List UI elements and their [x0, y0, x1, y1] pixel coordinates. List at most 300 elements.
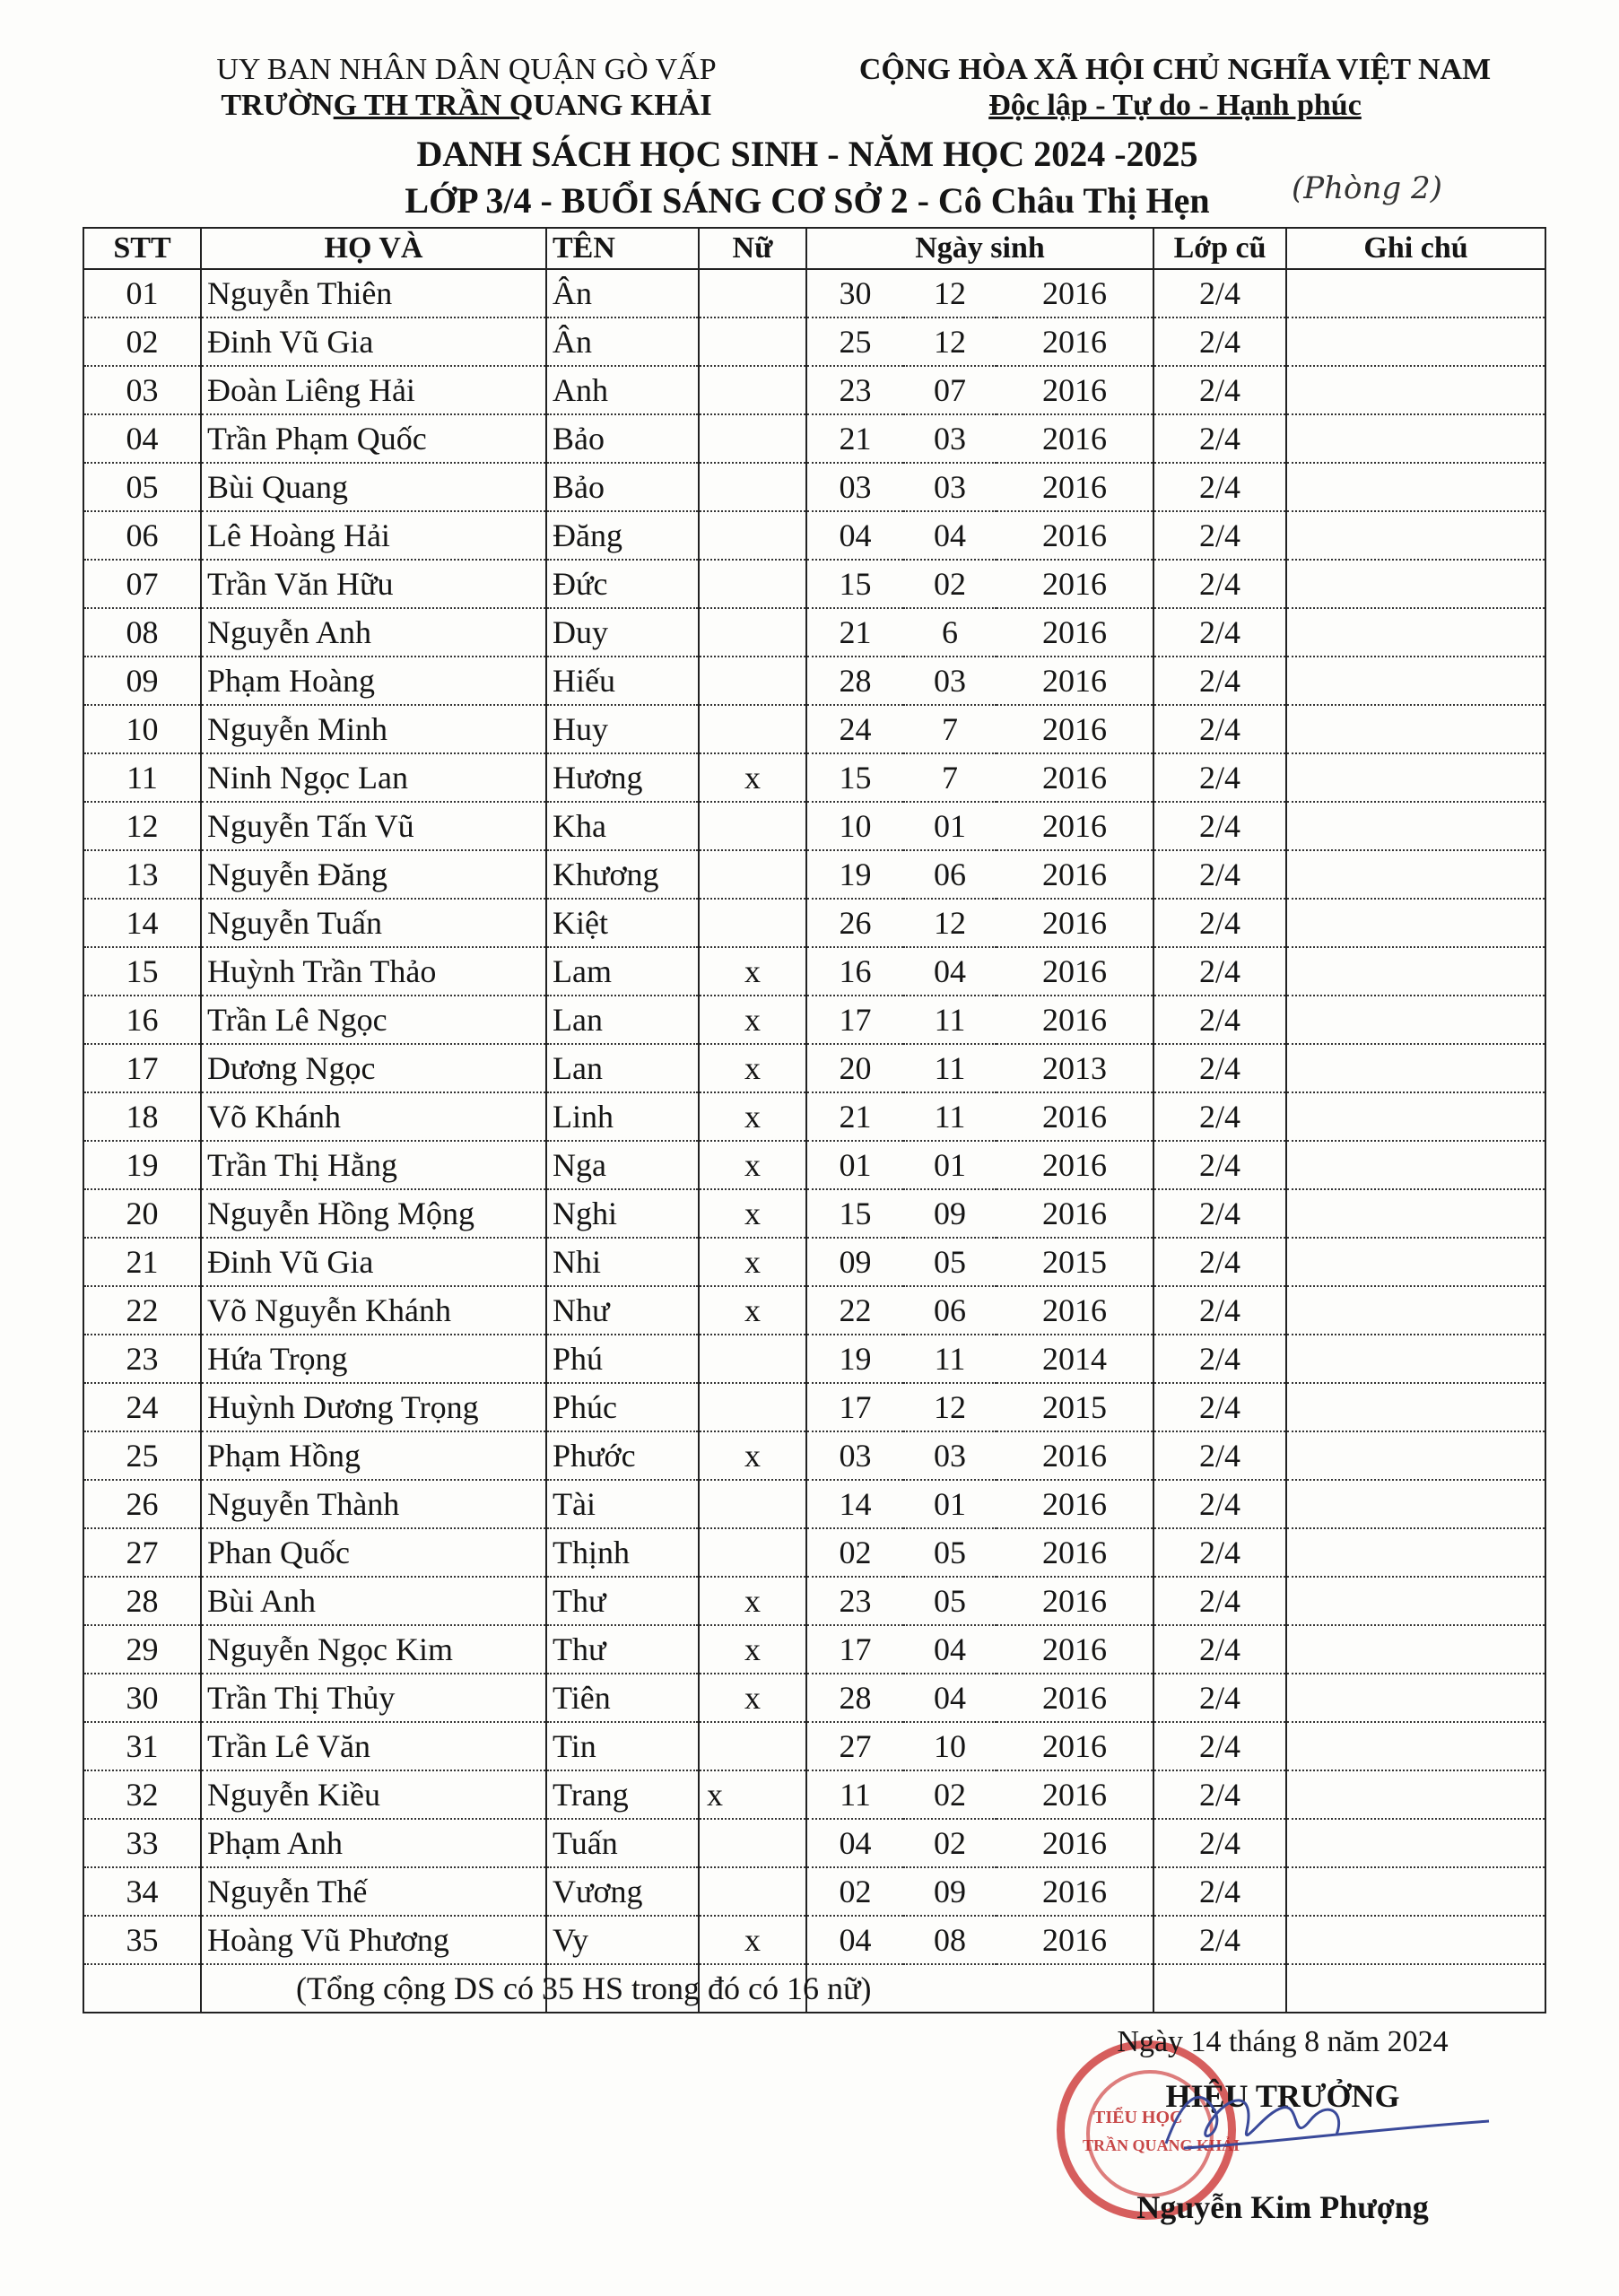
- cell-birth-day: 17: [806, 1625, 903, 1674]
- cell-lop-cu: 2/4: [1153, 1286, 1286, 1335]
- cell-ghi-chu: [1286, 657, 1545, 705]
- cell-birth-day: 10: [806, 802, 903, 850]
- cell-ho: Nguyễn Thế: [201, 1867, 546, 1916]
- cell-ho: Dương Ngọc: [201, 1044, 546, 1092]
- empty-cell: [903, 1964, 997, 2013]
- cell-nu: x: [699, 1916, 806, 1964]
- cell-birth-year: 2013: [997, 1044, 1153, 1092]
- cell-stt: 16: [83, 996, 201, 1044]
- cell-birth-month: 11: [903, 996, 997, 1044]
- cell-ten: Tiên: [546, 1674, 699, 1722]
- cell-lop-cu: 2/4: [1153, 1189, 1286, 1238]
- cell-stt: 05: [83, 463, 201, 511]
- cell-stt: 23: [83, 1335, 201, 1383]
- cell-nu: [699, 560, 806, 608]
- table-row: [83, 511, 1545, 560]
- cell-ghi-chu: [1286, 1867, 1545, 1916]
- header-ho: HỌ VÀ: [201, 228, 546, 269]
- cell-ten: Nga: [546, 1141, 699, 1189]
- table-row: [83, 1722, 1545, 1770]
- cell-nu: [699, 1528, 806, 1577]
- cell-birth-day: 26: [806, 899, 903, 947]
- cell-ten: Ân: [546, 317, 699, 366]
- cell-birth-year: 2014: [997, 1335, 1153, 1383]
- cell-birth-year: 2016: [997, 1867, 1153, 1916]
- table-row: [83, 1480, 1545, 1528]
- cell-stt: 03: [83, 366, 201, 414]
- cell-birth-year: 2016: [997, 753, 1153, 802]
- cell-birth-month: 11: [903, 1092, 997, 1141]
- cell-stt: 09: [83, 657, 201, 705]
- table-header-row: [83, 228, 1545, 269]
- roster-body: [83, 269, 1545, 2013]
- cell-birth-day: 21: [806, 414, 903, 463]
- cell-birth-month: 03: [903, 1431, 997, 1480]
- cell-lop-cu: 2/4: [1153, 511, 1286, 560]
- cell-birth-day: 24: [806, 705, 903, 753]
- cell-birth-year: 2016: [997, 1092, 1153, 1141]
- cell-birth-day: 14: [806, 1480, 903, 1528]
- cell-ho: Phan Quốc: [201, 1528, 546, 1577]
- cell-birth-month: 05: [903, 1577, 997, 1625]
- cell-nu: x: [699, 1189, 806, 1238]
- cell-ten: Bảo: [546, 463, 699, 511]
- cell-ten: Ân: [546, 269, 699, 317]
- cell-birth-day: 27: [806, 1722, 903, 1770]
- cell-birth-day: 21: [806, 1092, 903, 1141]
- cell-stt: 06: [83, 511, 201, 560]
- cell-stt: 13: [83, 850, 201, 899]
- table-row: [83, 269, 1545, 317]
- cell-nu: [699, 463, 806, 511]
- header-stt: STT: [83, 228, 201, 269]
- cell-ghi-chu: [1286, 947, 1545, 996]
- table-row: [83, 1625, 1545, 1674]
- title-block: [269, 131, 1345, 224]
- cell-birth-year: 2016: [997, 560, 1153, 608]
- cell-lop-cu: 2/4: [1153, 947, 1286, 996]
- cell-ghi-chu: [1286, 1819, 1545, 1867]
- sign-date: Ngày 14 tháng 8 năm 2024: [1117, 2025, 1449, 2058]
- cell-stt: 21: [83, 1238, 201, 1286]
- cell-ten: Lam: [546, 947, 699, 996]
- cell-lop-cu: 2/4: [1153, 1722, 1286, 1770]
- cell-ho: Phạm Hoàng: [201, 657, 546, 705]
- cell-stt: 35: [83, 1916, 201, 1964]
- cell-nu: x: [699, 753, 806, 802]
- cell-birth-month: 09: [903, 1189, 997, 1238]
- cell-birth-month: 04: [903, 1625, 997, 1674]
- cell-birth-month: 08: [903, 1916, 997, 1964]
- cell-nu: [699, 657, 806, 705]
- cell-lop-cu: 2/4: [1153, 1916, 1286, 1964]
- cell-ghi-chu: [1286, 1238, 1545, 1286]
- cell-lop-cu: 2/4: [1153, 1867, 1286, 1916]
- cell-ho: Phạm Hồng: [201, 1431, 546, 1480]
- cell-birth-day: 19: [806, 1335, 903, 1383]
- cell-ho: Trần Thị Thủy: [201, 1674, 546, 1722]
- cell-lop-cu: 2/4: [1153, 366, 1286, 414]
- cell-ho: Nguyễn Tuấn: [201, 899, 546, 947]
- cell-ghi-chu: [1286, 414, 1545, 463]
- cell-ten: Lan: [546, 996, 699, 1044]
- cell-ghi-chu: [1286, 1916, 1545, 1964]
- cell-birth-month: 12: [903, 269, 997, 317]
- cell-stt: 01: [83, 269, 201, 317]
- cell-birth-month: 01: [903, 1141, 997, 1189]
- cell-ho: Nguyễn Thiên: [201, 269, 546, 317]
- district-committee: UY BAN NHÂN DÂN QUẬN GÒ VẤP: [216, 53, 717, 86]
- cell-birth-month: 04: [903, 511, 997, 560]
- cell-nu: [699, 705, 806, 753]
- cell-ten: Thịnh: [546, 1528, 699, 1577]
- cell-stt: 27: [83, 1528, 201, 1577]
- table-row: [83, 463, 1545, 511]
- table-row: [83, 1819, 1545, 1867]
- cell-ghi-chu: [1286, 1335, 1545, 1383]
- table-row: [83, 947, 1545, 996]
- cell-ten: Huy: [546, 705, 699, 753]
- header-lop-cu: Lớp cũ: [1153, 228, 1286, 269]
- cell-birth-year: 2016: [997, 366, 1153, 414]
- cell-nu: [699, 511, 806, 560]
- table-row: [83, 657, 1545, 705]
- cell-birth-year: 2016: [997, 802, 1153, 850]
- cell-lop-cu: 2/4: [1153, 1480, 1286, 1528]
- cell-stt: 18: [83, 1092, 201, 1141]
- cell-ghi-chu: [1286, 705, 1545, 753]
- cell-ho: Bùi Anh: [201, 1577, 546, 1625]
- cell-birth-year: 2016: [997, 1819, 1153, 1867]
- cell-ghi-chu: [1286, 1141, 1545, 1189]
- cell-birth-day: 04: [806, 511, 903, 560]
- cell-stt: 17: [83, 1044, 201, 1092]
- cell-birth-month: 02: [903, 560, 997, 608]
- cell-birth-month: 05: [903, 1238, 997, 1286]
- cell-ten: Hương: [546, 753, 699, 802]
- cell-ho: Võ Nguyễn Khánh: [201, 1286, 546, 1335]
- cell-ten: Khương: [546, 850, 699, 899]
- cell-birth-year: 2016: [997, 269, 1153, 317]
- cell-ghi-chu: [1286, 753, 1545, 802]
- cell-birth-day: 21: [806, 608, 903, 657]
- cell-lop-cu: 2/4: [1153, 317, 1286, 366]
- cell-lop-cu: 2/4: [1153, 850, 1286, 899]
- cell-birth-year: 2015: [997, 1383, 1153, 1431]
- cell-ten: Kha: [546, 802, 699, 850]
- cell-stt: 11: [83, 753, 201, 802]
- table-row: [83, 1286, 1545, 1335]
- cell-birth-year: 2016: [997, 1770, 1153, 1819]
- cell-ghi-chu: [1286, 1722, 1545, 1770]
- cell-lop-cu: 2/4: [1153, 1577, 1286, 1625]
- cell-birth-year: 2016: [997, 1674, 1153, 1722]
- cell-ten: Kiệt: [546, 899, 699, 947]
- table-row: [83, 1867, 1545, 1916]
- cell-ho: Hoàng Vũ Phương: [201, 1916, 546, 1964]
- cell-birth-year: 2016: [997, 705, 1153, 753]
- cell-birth-day: 30: [806, 269, 903, 317]
- cell-nu: x: [699, 1044, 806, 1092]
- cell-birth-month: 03: [903, 657, 997, 705]
- student-roster-table: [83, 227, 1546, 2013]
- cell-nu: [699, 1867, 806, 1916]
- table-row: [83, 899, 1545, 947]
- cell-ten: Lan: [546, 1044, 699, 1092]
- cell-lop-cu: 2/4: [1153, 1528, 1286, 1577]
- cell-ghi-chu: [1286, 1625, 1545, 1674]
- cell-birth-year: 2016: [997, 414, 1153, 463]
- cell-ho: Trần Lê Văn: [201, 1722, 546, 1770]
- cell-ten: Linh: [546, 1092, 699, 1141]
- cell-ghi-chu: [1286, 899, 1545, 947]
- cell-ten: Bảo: [546, 414, 699, 463]
- cell-lop-cu: 2/4: [1153, 1141, 1286, 1189]
- document-title: DANH SÁCH HỌC SINH - NĂM HỌC 2024 -2025: [416, 134, 1198, 174]
- cell-ten: Vương: [546, 1867, 699, 1916]
- cell-ghi-chu: [1286, 317, 1545, 366]
- cell-ghi-chu: [1286, 463, 1545, 511]
- cell-nu: [699, 608, 806, 657]
- table-row: [83, 753, 1545, 802]
- table-row: [83, 1383, 1545, 1431]
- cell-birth-month: 01: [903, 1480, 997, 1528]
- table-row: [83, 802, 1545, 850]
- cell-birth-month: 07: [903, 366, 997, 414]
- cell-ten: Tài: [546, 1480, 699, 1528]
- cell-stt: 33: [83, 1819, 201, 1867]
- cell-ho: Ninh Ngọc Lan: [201, 753, 546, 802]
- cell-ghi-chu: [1286, 366, 1545, 414]
- cell-lop-cu: 2/4: [1153, 463, 1286, 511]
- cell-birth-month: 6: [903, 608, 997, 657]
- cell-ho: Nguyễn Hồng Mộng: [201, 1189, 546, 1238]
- cell-ghi-chu: [1286, 1770, 1545, 1819]
- cell-birth-month: 7: [903, 705, 997, 753]
- class-subtitle: LỚP 3/4 - BUỔI SÁNG CƠ SỞ 2 - Cô Châu Thị Hẹn: [405, 180, 1210, 221]
- cell-birth-year: 2016: [997, 850, 1153, 899]
- cell-nu: x: [699, 1092, 806, 1141]
- cell-birth-day: 17: [806, 996, 903, 1044]
- cell-ho: Đinh Vũ Gia: [201, 317, 546, 366]
- table-row: [83, 1916, 1545, 1964]
- header-ngay-sinh: Ngày sinh: [806, 228, 1153, 269]
- cell-stt: 14: [83, 899, 201, 947]
- cell-ho: Trần Văn Hữu: [201, 560, 546, 608]
- empty-cell: [997, 1964, 1153, 2013]
- cell-lop-cu: 2/4: [1153, 414, 1286, 463]
- cell-stt: 15: [83, 947, 201, 996]
- principal-title: HIỆU TRƯỞNG: [1165, 2078, 1400, 2114]
- cell-lop-cu: 2/4: [1153, 269, 1286, 317]
- table-row: [83, 1577, 1545, 1625]
- cell-ho: Trần Thị Hằng: [201, 1141, 546, 1189]
- cell-birth-year: 2016: [997, 1722, 1153, 1770]
- cell-birth-day: 23: [806, 1577, 903, 1625]
- cell-birth-year: 2016: [997, 511, 1153, 560]
- cell-birth-year: 2016: [997, 1625, 1153, 1674]
- school-name: [152, 88, 780, 124]
- cell-birth-month: 11: [903, 1044, 997, 1092]
- cell-birth-month: 12: [903, 899, 997, 947]
- cell-birth-year: 2016: [997, 317, 1153, 366]
- cell-ghi-chu: [1286, 1383, 1545, 1431]
- cell-birth-day: 15: [806, 560, 903, 608]
- cell-ghi-chu: [1286, 1431, 1545, 1480]
- cell-birth-month: 01: [903, 802, 997, 850]
- handwritten-signature: [1130, 2058, 1507, 2175]
- school-name-underlined: G TH TRẦN Q: [333, 89, 534, 122]
- cell-birth-year: 2016: [997, 1431, 1153, 1480]
- cell-nu: [699, 414, 806, 463]
- cell-birth-month: 03: [903, 463, 997, 511]
- cell-birth-day: 04: [806, 1916, 903, 1964]
- cell-lop-cu: 2/4: [1153, 996, 1286, 1044]
- cell-lop-cu: 2/4: [1153, 753, 1286, 802]
- table-row: [83, 560, 1545, 608]
- cell-stt: 29: [83, 1625, 201, 1674]
- table-row: [83, 705, 1545, 753]
- cell-lop-cu: 2/4: [1153, 1674, 1286, 1722]
- cell-ten: Thư: [546, 1577, 699, 1625]
- table-row: [83, 1044, 1545, 1092]
- cell-nu: [699, 802, 806, 850]
- cell-lop-cu: 2/4: [1153, 1335, 1286, 1383]
- cell-birth-day: 25: [806, 317, 903, 366]
- cell-lop-cu: 2/4: [1153, 1625, 1286, 1674]
- cell-ho: Nguyễn Ngọc Kim: [201, 1625, 546, 1674]
- cell-lop-cu: 2/4: [1153, 705, 1286, 753]
- cell-lop-cu: 2/4: [1153, 802, 1286, 850]
- cell-nu: x: [699, 1770, 806, 1819]
- cell-nu: x: [699, 996, 806, 1044]
- cell-nu: [699, 1480, 806, 1528]
- cell-birth-year: 2016: [997, 996, 1153, 1044]
- empty-cell: [1286, 1964, 1545, 2013]
- cell-ho: Nguyễn Minh: [201, 705, 546, 753]
- cell-ho: Trần Phạm Quốc: [201, 414, 546, 463]
- table-row: [83, 1528, 1545, 1577]
- cell-birth-day: 28: [806, 657, 903, 705]
- cell-birth-day: 11: [806, 1770, 903, 1819]
- cell-nu: x: [699, 1141, 806, 1189]
- cell-ghi-chu: [1286, 1189, 1545, 1238]
- cell-lop-cu: 2/4: [1153, 1819, 1286, 1867]
- cell-birth-day: 02: [806, 1867, 903, 1916]
- cell-ho: Nguyễn Anh: [201, 608, 546, 657]
- cell-ghi-chu: [1286, 996, 1545, 1044]
- cell-stt: 20: [83, 1189, 201, 1238]
- table-row: [83, 1141, 1545, 1189]
- cell-nu: [699, 1383, 806, 1431]
- cell-stt: 28: [83, 1577, 201, 1625]
- cell-ho: Lê Hoàng Hải: [201, 511, 546, 560]
- cell-birth-year: 2016: [997, 1286, 1153, 1335]
- cell-lop-cu: 2/4: [1153, 1431, 1286, 1480]
- handwritten-room-note: (Phòng 2): [1292, 170, 1442, 206]
- cell-ho: Huỳnh Dương Trọng: [201, 1383, 546, 1431]
- cell-birth-year: 2016: [997, 608, 1153, 657]
- cell-nu: [699, 269, 806, 317]
- cell-ghi-chu: [1286, 850, 1545, 899]
- table-row: [83, 608, 1545, 657]
- cell-ghi-chu: [1286, 608, 1545, 657]
- empty-cell: [1153, 1964, 1286, 2013]
- cell-stt: 25: [83, 1431, 201, 1480]
- cell-stt: 34: [83, 1867, 201, 1916]
- cell-birth-month: 7: [903, 753, 997, 802]
- cell-stt: 19: [83, 1141, 201, 1189]
- cell-birth-day: 15: [806, 1189, 903, 1238]
- cell-birth-month: 09: [903, 1867, 997, 1916]
- stamp-text-line1: TIỂU HỌC: [1093, 2108, 1183, 2127]
- cell-birth-year: 2016: [997, 657, 1153, 705]
- cell-ho: Võ Khánh: [201, 1092, 546, 1141]
- cell-stt: 08: [83, 608, 201, 657]
- cell-birth-year: 2016: [997, 1577, 1153, 1625]
- cell-ten: Nhi: [546, 1238, 699, 1286]
- cell-nu: x: [699, 1577, 806, 1625]
- cell-nu: [699, 1335, 806, 1383]
- cell-ho: Nguyễn Thành: [201, 1480, 546, 1528]
- cell-birth-year: 2016: [997, 1528, 1153, 1577]
- table-row: [83, 1238, 1545, 1286]
- cell-ten: Đức: [546, 560, 699, 608]
- cell-birth-year: 2016: [997, 947, 1153, 996]
- cell-birth-day: 04: [806, 1819, 903, 1867]
- cell-birth-year: 2016: [997, 1480, 1153, 1528]
- cell-birth-day: 01: [806, 1141, 903, 1189]
- cell-stt: 12: [83, 802, 201, 850]
- cell-birth-day: 20: [806, 1044, 903, 1092]
- cell-lop-cu: 2/4: [1153, 1383, 1286, 1431]
- cell-birth-day: 16: [806, 947, 903, 996]
- cell-ten: Phước: [546, 1431, 699, 1480]
- table-row: [83, 1431, 1545, 1480]
- cell-birth-month: 02: [903, 1819, 997, 1867]
- cell-birth-month: 12: [903, 317, 997, 366]
- cell-birth-month: 04: [903, 1674, 997, 1722]
- header-ten: TÊN: [546, 228, 699, 269]
- table-row: [83, 1189, 1545, 1238]
- table-row: [83, 317, 1545, 366]
- cell-ten: Tin: [546, 1722, 699, 1770]
- left-header: [152, 52, 780, 124]
- school-name-prefix: TRƯỜN: [221, 89, 334, 122]
- cell-ghi-chu: [1286, 1480, 1545, 1528]
- cell-birth-month: 04: [903, 947, 997, 996]
- header-ghi-chu: Ghi chú: [1286, 228, 1545, 269]
- cell-stt: 10: [83, 705, 201, 753]
- cell-ten: Hiếu: [546, 657, 699, 705]
- cell-ghi-chu: [1286, 1044, 1545, 1092]
- cell-ten: Nghi: [546, 1189, 699, 1238]
- cell-nu: [699, 899, 806, 947]
- cell-birth-day: 22: [806, 1286, 903, 1335]
- cell-stt: 24: [83, 1383, 201, 1431]
- cell-ho: Nguyễn Đăng: [201, 850, 546, 899]
- cell-birth-year: 2016: [997, 1141, 1153, 1189]
- table-row: [83, 996, 1545, 1044]
- cell-lop-cu: 2/4: [1153, 1092, 1286, 1141]
- cell-ten: Phúc: [546, 1383, 699, 1431]
- cell-ten: Vy: [546, 1916, 699, 1964]
- school-name-suffix: UANG KHẢI: [533, 89, 712, 122]
- cell-ten: Anh: [546, 366, 699, 414]
- cell-ho: Nguyễn Tấn Vũ: [201, 802, 546, 850]
- cell-birth-month: 10: [903, 1722, 997, 1770]
- header-nu: Nữ: [699, 228, 806, 269]
